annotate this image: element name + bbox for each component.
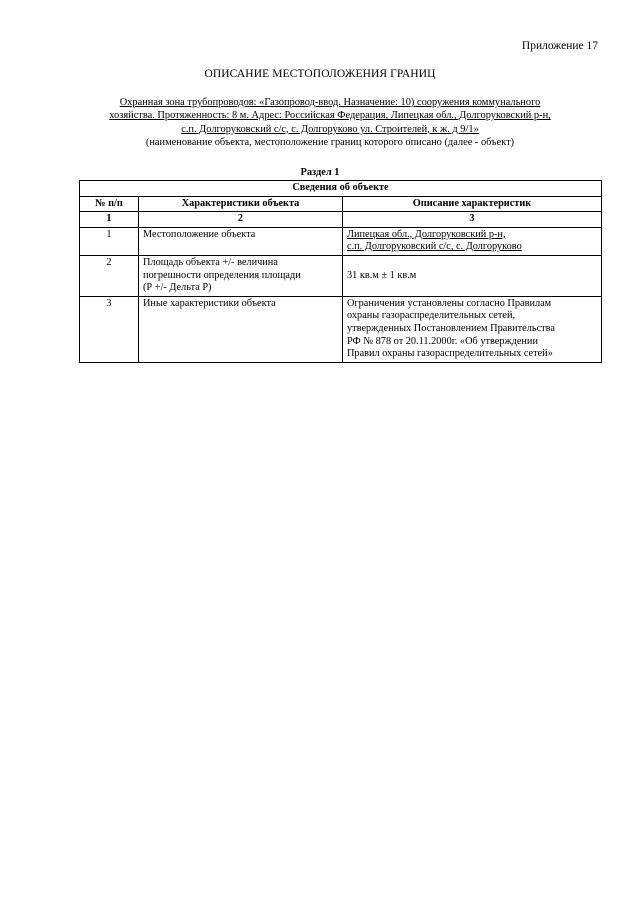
table-header-row (80, 196, 602, 212)
index-cell-1: 1 (80, 212, 139, 228)
row-description (343, 296, 602, 362)
table-index-row (80, 212, 602, 228)
description-line: Правил охраны газораспределительных сетей» (347, 348, 553, 360)
row-characteristic: Местоположение объекта (139, 227, 343, 255)
description-line: Липецкая обл., Долгоруковский р-н, (347, 228, 506, 240)
row-number: 3 (80, 296, 139, 362)
description-line: с.п. Долгоруковский с/с, с. Долгоруково (347, 241, 522, 253)
index-cell-3: 3 (343, 212, 602, 228)
table-caption: Сведения об объекте (80, 181, 602, 197)
index-cell-2: 2 (139, 212, 343, 228)
row-number: 2 (80, 255, 139, 296)
characteristic-line: погрешности определения площади (143, 269, 301, 281)
header-number: № п/п (80, 196, 139, 212)
description-line: Ограничения установлены согласно Правилам (347, 297, 552, 309)
header-description: Описание характеристик (343, 196, 602, 212)
row-description: 31 кв.м ± 1 кв.м (343, 255, 602, 296)
table-row (80, 296, 602, 362)
description-line: утвержденных Постановлением Правительства (347, 322, 555, 334)
characteristic-line: Площадь объекта +/- величина (143, 256, 278, 268)
row-description (343, 227, 602, 255)
table-row (80, 255, 602, 296)
object-name-line-2: хозяйства. Протяженность: 8 м. Адрес: Российская Федерация, Липецкая обл., Долгоруковский р-н, (109, 110, 551, 122)
object-info-table (79, 180, 602, 363)
object-name-note: (наименование объекта, местоположение границ которого описано (далее - объект) (145, 136, 515, 148)
header-characteristic: Характеристики объекта (139, 196, 343, 212)
object-description (60, 96, 600, 149)
object-name-line-3: с.п. Долгоруковский с/с, с. Долгоруково ул. Строителей, к ж. д 9/1» (181, 123, 479, 135)
characteristic-line: (Р +/- Дельта Р) (143, 282, 212, 294)
description-line: охраны газораспределительных сетей, (347, 310, 516, 322)
row-characteristic (139, 255, 343, 296)
section-label: Раздел 1 (300, 167, 340, 178)
object-name-line-1: Охранная зона трубопроводов: «Газопровод-ввод. Назначение: 10) сооружения коммунального (119, 97, 541, 108)
document-title: ОПИСАНИЕ МЕСТОПОЛОЖЕНИЯ ГРАНИЦ (204, 68, 436, 80)
description-line: РФ № 878 от 20.11.2000г. «Об утверждении (347, 335, 538, 347)
row-number: 1 (80, 227, 139, 255)
table-row (80, 227, 602, 255)
row-characteristic: Иные характеристики объекта (139, 296, 343, 362)
appendix-label: Приложение 17 (521, 40, 598, 52)
table-caption-row (80, 181, 602, 197)
